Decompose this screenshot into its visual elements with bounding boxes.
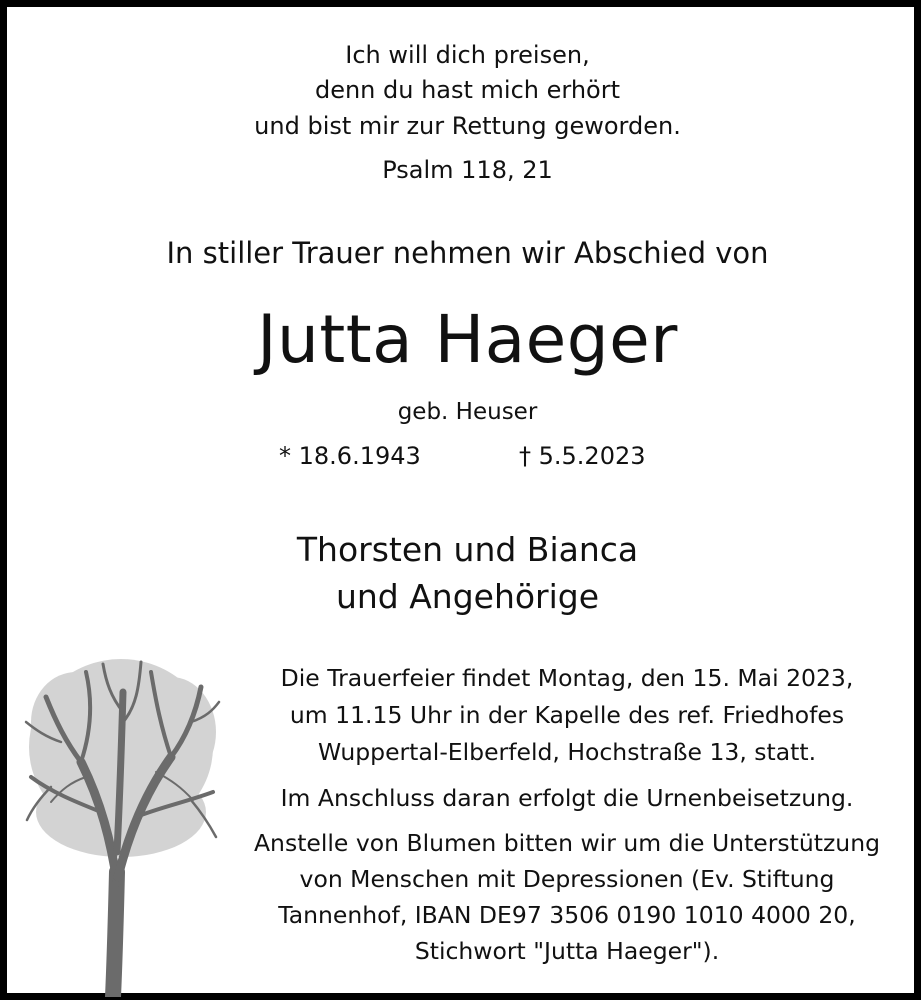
mourner-line: Thorsten und Bianca bbox=[296, 530, 639, 569]
service-line: Die Trauerfeier findet Montag, den 15. Mai 2023, bbox=[280, 664, 854, 692]
donation-line: Tannenhof, IBAN DE97 3506 0190 1010 4000 20, bbox=[278, 901, 856, 929]
donation-line: Stichwort "Jutta Haeger"). bbox=[414, 937, 720, 965]
donation-line: von Menschen mit Depressionen (Ev. Stiftung bbox=[299, 865, 835, 893]
farewell-intro: In stiller Trauer nehmen wir Abschied von bbox=[166, 236, 769, 270]
service-line: Wuppertal-Elberfeld, Hochstraße 13, statt. bbox=[317, 738, 817, 766]
donation-line: Anstelle von Blumen bitten wir um die Unterstützung bbox=[253, 829, 881, 857]
verse-reference: Psalm 118, 21 bbox=[382, 156, 553, 184]
verse-line: und bist mir zur Rettung geworden. bbox=[254, 112, 681, 140]
mourner-line: und Angehörige bbox=[335, 577, 600, 616]
burial-line: Im Anschluss daran erfolgt die Urnenbeisetzung. bbox=[280, 784, 854, 812]
deceased-name: Jutta Haeger bbox=[257, 301, 678, 378]
death-date: † 5.5.2023 bbox=[519, 442, 646, 470]
birth-date: * 18.6.1943 bbox=[279, 442, 421, 470]
maiden-name: geb. Heuser bbox=[397, 399, 538, 425]
service-line: um 11.15 Uhr in der Kapelle des ref. Friedhofes bbox=[289, 701, 845, 729]
bare-tree-icon bbox=[21, 652, 221, 997]
verse-line: denn du hast mich erhört bbox=[314, 76, 621, 104]
verse-line: Ich will dich preisen, bbox=[345, 41, 590, 69]
